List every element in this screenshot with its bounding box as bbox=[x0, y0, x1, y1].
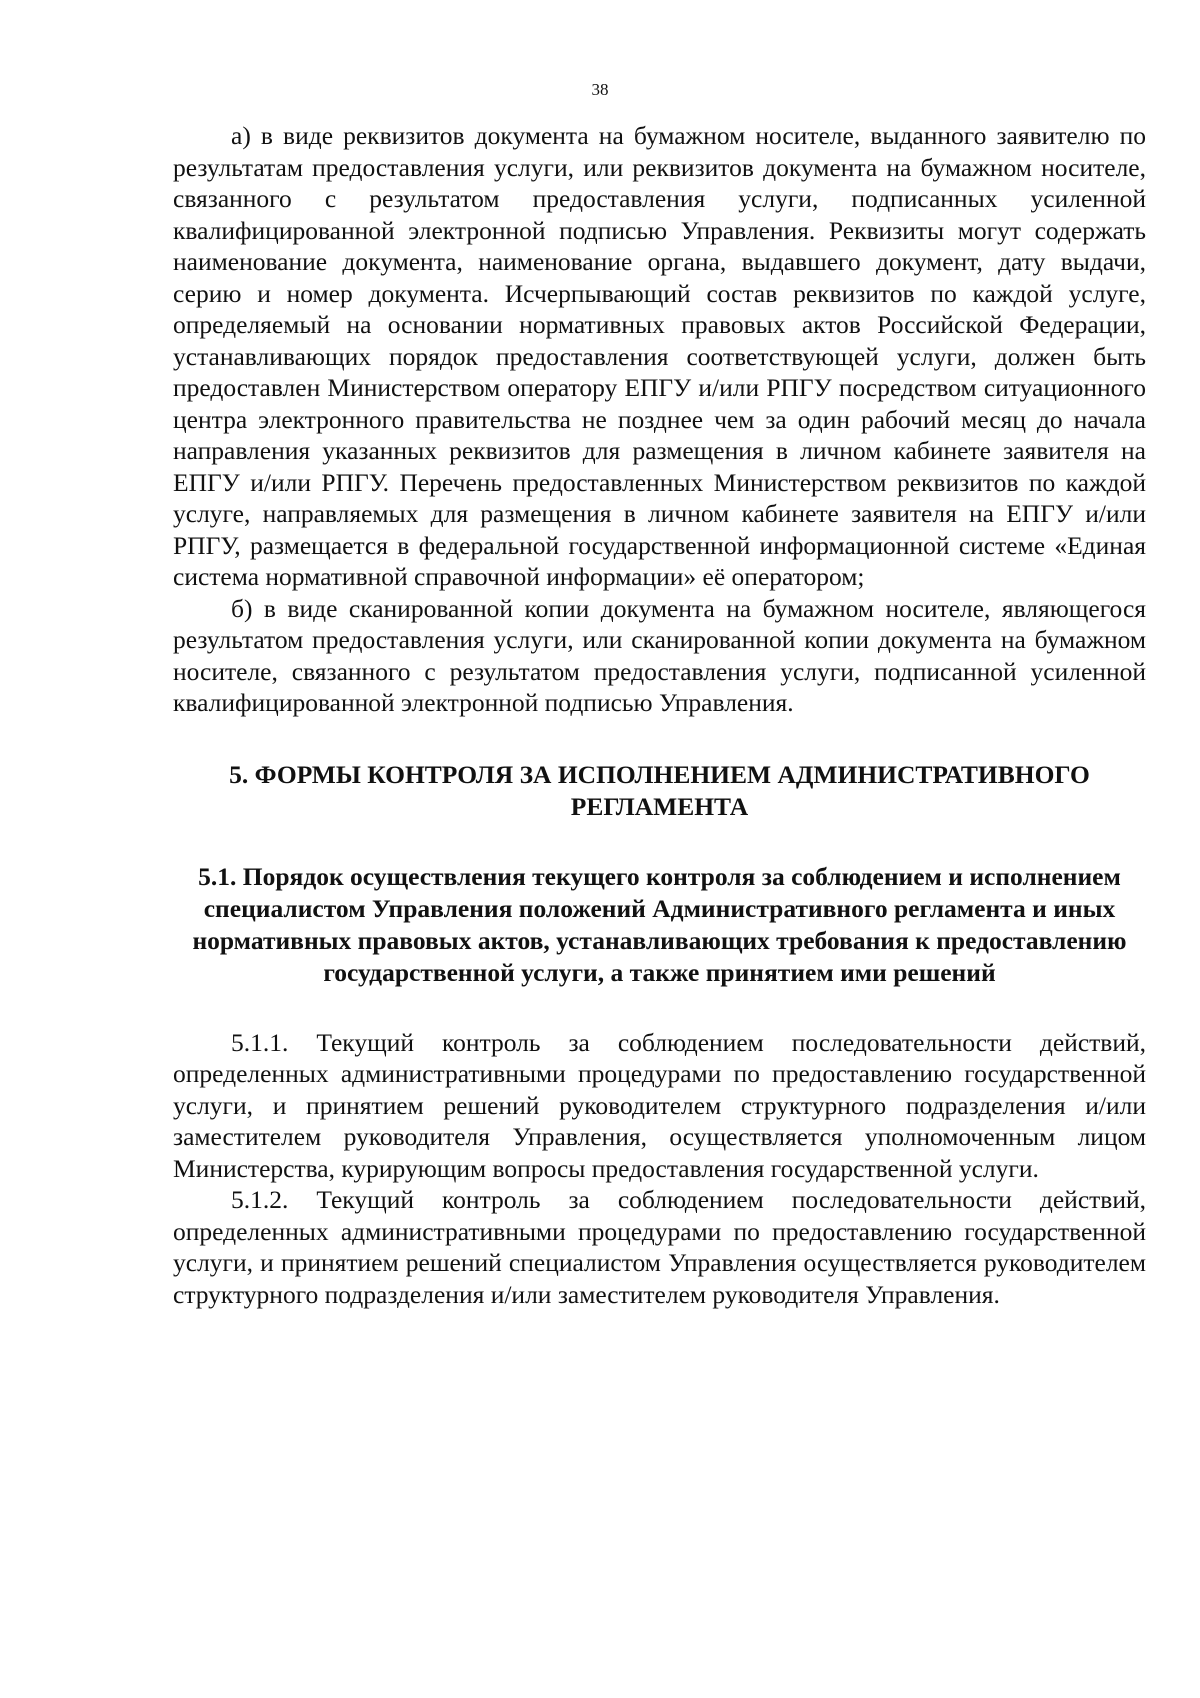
paragraph-5-1-1: 5.1.1. Текущий контроль за соблюдением последовательности действий, определенных административными процедурами по предоставлению государственной услуги, и принятием решений руководителем структурного подразделения и/или заместителем руководителя Управления, осуществляется уполномоченным лицом Министерства, курирующим вопросы предоставления государственной услуги. bbox=[173, 1027, 1146, 1183]
page-number: 38 bbox=[591, 80, 609, 99]
paragraph-a: а) в виде реквизитов документа на бумажном носителе, выданного заявителю по результатам предоставления услуги, или реквизитов документа на бумажном носителе, связанного с результатом предоставления услуги, подписанных усиленной квалифицированной электронной подписью Управления. Реквизиты могут содержать наименование документа, наименование органа, выдавшего документ, дату выдачи, серию и номер документа. Исчерпывающий состав реквизитов по каждой услуге, определяемый на основании нормативных правовых актов Российской Федерации, устанавливающих порядок предоставления соответствующей услуги, должен быть предоставлен Министерством оператору ЕПГУ и/или РПГУ посредством ситуационного центра электронного правительства не позднее чем за один рабочий месяц до начала направления указанных реквизитов для размещения в личном кабинете заявителя на ЕПГУ и/или РПГУ. Перечень предоставленных Министерством реквизитов по каждой услуге, направляемых для размещения в личном кабинете заявителя на ЕПГУ и/или РПГУ, размещается в федеральной государственной информационной системе «Единая система нормативной справочной информации» её оператором; bbox=[173, 121, 1146, 591]
subsection-heading: 5.1. Порядок осуществления текущего контроля за соблюдением и исполнением специалистом Управления положений Административного регламента и иных нормативных правовых актов, устанавливающих требования к предоставлению государственной услуги, а также принятием ими решений bbox=[192, 861, 1127, 987]
paragraph-5-1-2: 5.1.2. Текущий контроль за соблюдением последовательности действий, определенных административными процедурами по предоставлению государственной услуги, и принятием решений специалистом Управления осуществляется руководителем структурного подразделения и/или заместителем руководителя Управления. bbox=[173, 1185, 1146, 1309]
paragraph-b: б) в виде сканированной копии документа на бумажном носителе, являющегося результатом предоставления услуги, или сканированной копии документа на бумажном носителе, связанного с результатом предоставления услуги, подписанной усиленной квалифицированной электронной подписью Управления. bbox=[173, 593, 1146, 717]
section-heading: 5. ФОРМЫ КОНТРОЛЯ ЗА ИСПОЛНЕНИЕМ АДМИНИСТРАТИВНОГО РЕГЛАМЕНТА bbox=[229, 759, 1090, 821]
page-content bbox=[173, 120, 1146, 1310]
